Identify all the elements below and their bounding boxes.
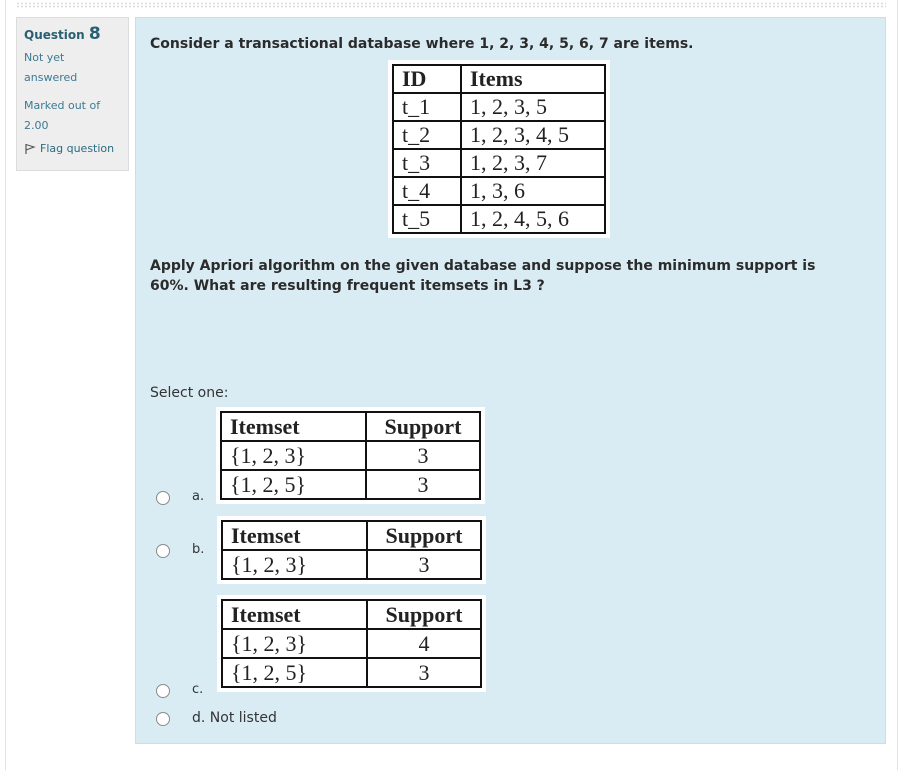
cell-support: 3 [366,470,480,499]
option-b-radio[interactable] [156,544,170,558]
table-row [393,149,605,177]
header-items: Items [461,65,605,93]
option-a-table-image[interactable] [216,407,485,504]
header-itemset: Itemset [221,412,366,441]
cell-itemset: {1, 2, 3} [221,441,366,470]
table-row [222,658,481,687]
cell-id: t_4 [393,177,461,205]
option-b-table [221,520,482,580]
option-a-letter[interactable]: a. [192,489,205,504]
page-border-right [897,0,898,770]
cell-support: 4 [367,629,481,658]
option-a-table [220,411,481,500]
question-intro: Consider a transactional database where 1, 2, 3, 4, 5, 6, 7 are items. [150,36,694,52]
database-table-image [388,60,610,238]
cell-items: 1, 2, 3, 4, 5 [461,121,605,149]
option-d-label[interactable]: d. Not listed [192,710,277,726]
cell-id: t_1 [393,93,461,121]
option-d-radio[interactable] [156,712,170,726]
option-b-letter[interactable]: b. [192,542,205,557]
header-support: Support [367,600,481,629]
header-support: Support [366,412,480,441]
header-support: Support [367,521,481,550]
cell-support: 3 [366,441,480,470]
cell-support: 3 [367,658,481,687]
option-c-table [221,599,482,688]
header-id: ID [393,65,461,93]
question-state [24,48,121,88]
flag-question-label: Flag question [40,142,115,155]
table-row [221,470,480,499]
cell-items: 1, 3, 6 [461,177,605,205]
option-c-radio[interactable] [156,684,170,698]
question-content-panel [135,17,886,744]
option-c-table-image[interactable] [217,595,486,692]
page-border-left [5,0,6,770]
header-itemset: Itemset [222,521,367,550]
flag-icon [24,143,36,155]
database-table [392,64,606,234]
question-prompt: Apply Apriori algorithm on the given database and suppose the minimum support is 60%. What are resulting frequent itemsets in L3 ? [150,258,816,294]
cell-support: 3 [367,550,481,579]
table-row [393,205,605,233]
table-row [222,550,481,579]
question-number-value: 8 [88,24,101,44]
cell-itemset: {1, 2, 3} [222,629,367,658]
question-grade [24,96,121,136]
cell-id: t_5 [393,205,461,233]
cell-items: 1, 2, 3, 7 [461,149,605,177]
option-a-radio[interactable] [156,491,170,505]
cell-itemset: {1, 2, 5} [222,658,367,687]
question-info-box [16,17,129,171]
cell-id: t_2 [393,121,461,149]
question-label: Question [24,28,85,42]
table-row [222,629,481,658]
grade-line-2: 2.00 [24,119,49,132]
select-one-label: Select one: [150,385,229,401]
header-itemset: Itemset [222,600,367,629]
cell-itemset: {1, 2, 5} [221,470,366,499]
grade-line-1: Marked out of [24,99,101,112]
dotted-divider [16,2,886,8]
cell-id: t_3 [393,149,461,177]
option-c-letter[interactable]: c. [192,682,204,697]
table-row [393,93,605,121]
state-line-2: answered [24,71,78,84]
cell-items: 1, 2, 3, 5 [461,93,605,121]
question-number [24,24,121,44]
table-row [221,441,480,470]
cell-itemset: {1, 2, 3} [222,550,367,579]
table-row [393,177,605,205]
state-line-1: Not yet [24,51,65,64]
flag-question-button[interactable] [24,142,121,155]
table-row [393,121,605,149]
option-b-table-image[interactable] [217,516,486,584]
cell-items: 1, 2, 4, 5, 6 [461,205,605,233]
